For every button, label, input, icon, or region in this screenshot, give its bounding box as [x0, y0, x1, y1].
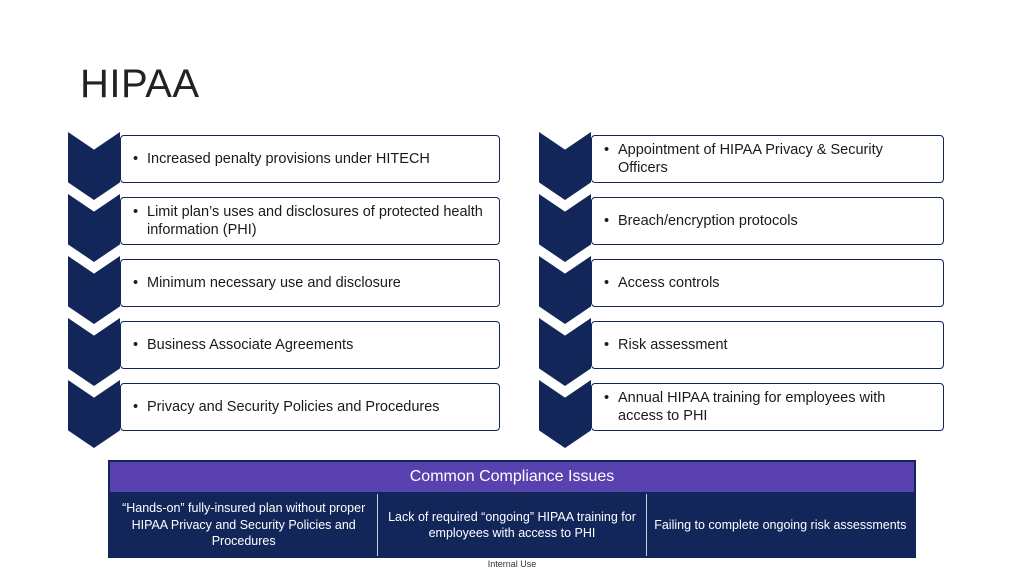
chevron-shape	[539, 380, 591, 448]
bullet-icon: •	[133, 151, 139, 167]
chevron-shape	[539, 318, 591, 386]
bullet-icon: •	[604, 337, 610, 353]
table-header: Common Compliance Issues	[110, 462, 914, 492]
classification-footer: Internal Use	[487, 559, 537, 569]
bullet-icon: •	[604, 213, 610, 229]
list-item: • Limit plan’s uses and disclosures of protected health information (PHI)	[120, 197, 500, 245]
chevron-shape	[539, 256, 591, 324]
list-item: • Breach/encryption protocols	[591, 197, 944, 245]
chevron-shape	[68, 194, 120, 262]
table-cell: Failing to complete ongoing risk assessments	[647, 494, 914, 556]
bullet-icon: •	[133, 204, 139, 220]
chevron-shape	[68, 380, 120, 448]
bullet-icon: •	[133, 399, 139, 415]
list-item: • Increased penalty provisions under HITECH	[120, 135, 500, 183]
bullet-icon: •	[133, 337, 139, 353]
table-cell: “Hands-on” fully-insured plan without proper HIPAA Privacy and Security Policies and Procedures	[110, 494, 378, 556]
bullet-icon: •	[604, 275, 610, 291]
bullet-icon: •	[604, 142, 610, 158]
bullet-icon: •	[133, 275, 139, 291]
left-chevron-list	[68, 132, 508, 462]
chevron-shape	[539, 132, 591, 200]
compliance-issues-table	[108, 460, 916, 558]
table-cell: Lack of required “ongoing” HIPAA training for employees with access to PHI	[378, 494, 646, 556]
list-item: • Access controls	[591, 259, 944, 307]
bullet-icon: •	[604, 390, 610, 406]
right-chevron-list	[539, 132, 979, 462]
chevron-shape	[539, 194, 591, 262]
table-row	[110, 492, 914, 556]
chevron-shape	[68, 318, 120, 386]
chevron-shape	[68, 132, 120, 200]
list-item: • Minimum necessary use and disclosure	[120, 259, 500, 307]
list-item: • Annual HIPAA training for employees with access to PHI	[591, 383, 944, 431]
slide-title: HIPAA	[80, 62, 200, 106]
chevron-shape	[68, 256, 120, 324]
list-item: • Risk assessment	[591, 321, 944, 369]
list-item: • Appointment of HIPAA Privacy & Security Officers	[591, 135, 944, 183]
list-item: • Privacy and Security Policies and Procedures	[120, 383, 500, 431]
list-item: • Business Associate Agreements	[120, 321, 500, 369]
